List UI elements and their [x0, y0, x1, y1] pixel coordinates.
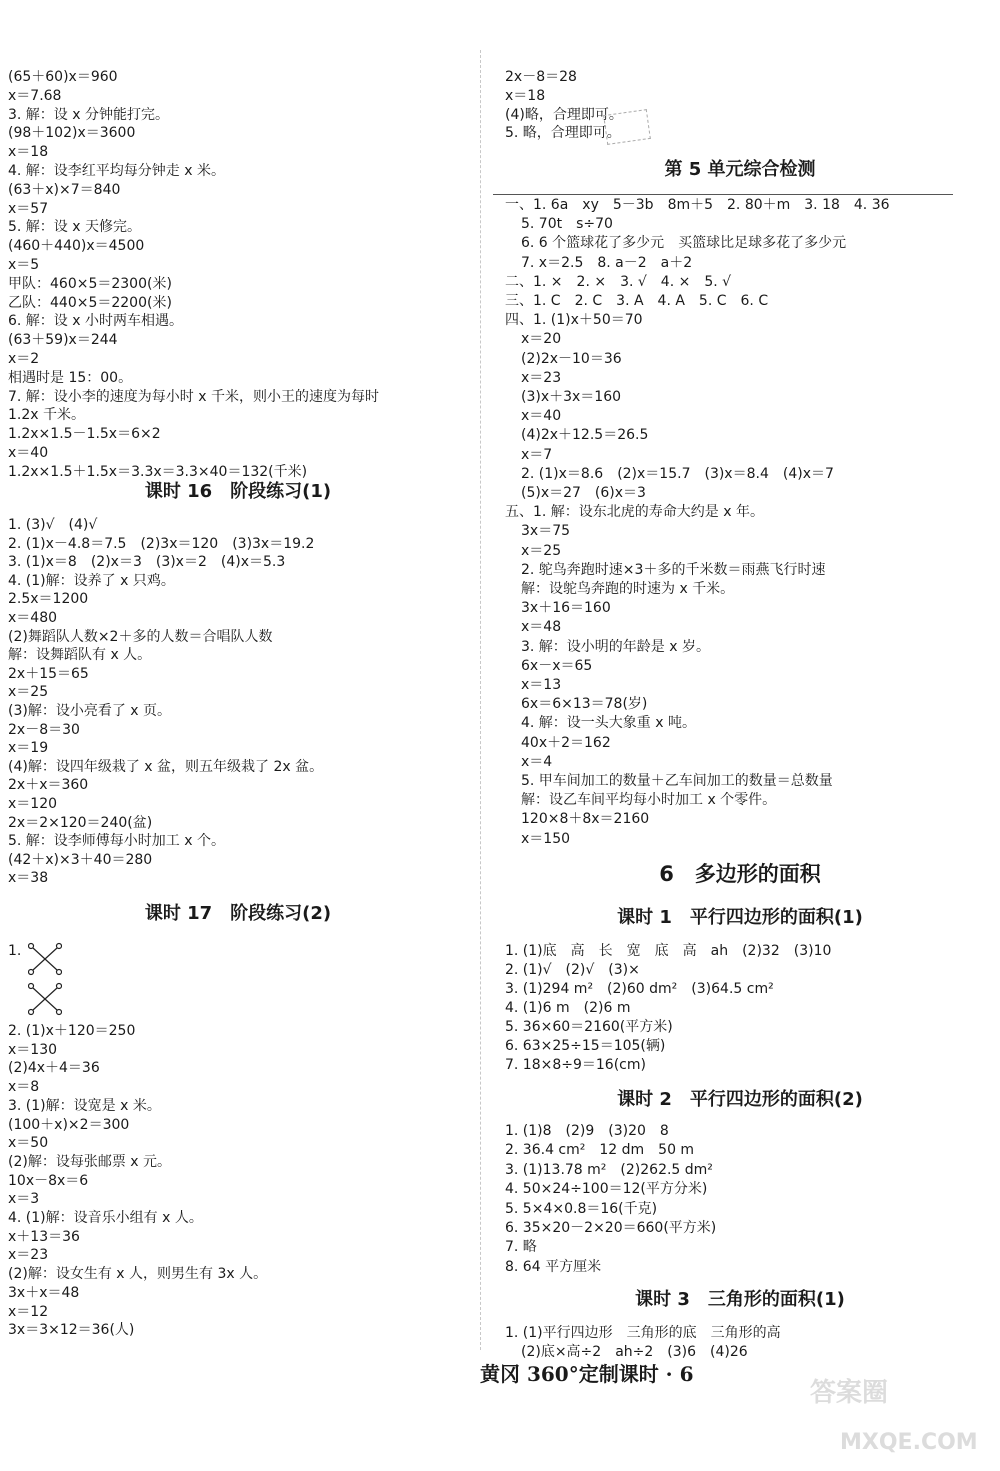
answer-line: x＝23 [8, 1247, 49, 1264]
answer-line: x＝50 [8, 1135, 49, 1152]
answer-line: 5. 解：设李师傅每小时加工 x 个。 [8, 833, 225, 850]
section-heading-lesson-2: 课时 2 平行四边形的面积(2) [617, 1089, 863, 1110]
answer-line: x＝150 [521, 830, 571, 847]
answer-line: 6x＝6×13＝78(岁) [521, 696, 648, 713]
answer-line: x＝18 [505, 87, 546, 104]
answer-line: 解：设舞蹈队有 x 人。 [8, 647, 152, 664]
answer-line: 4. (1)6 m (2)6 m [505, 1000, 631, 1016]
matching-diagram [28, 942, 62, 1016]
answer-line: 5. 36×60＝2160(平方米) [505, 1019, 673, 1035]
answer-line: 5. 甲车间加工的数量＋乙车间加工的数量＝总数量 [521, 773, 833, 789]
answer-line: (2)解：设女生有 x 人，则男生有 3x 人。 [8, 1266, 268, 1283]
answer-line: (2)解：设每张邮票 x 元。 [8, 1153, 172, 1170]
answer-line: 3. 解：设小明的年龄是 x 岁。 [521, 638, 710, 655]
answer-line: 5. 70t s÷70 [521, 216, 613, 233]
answer-line: 3x＝3×12＝36(人) [8, 1322, 135, 1339]
answer-line: 40x＋2＝162 [521, 734, 611, 751]
answer-line: (2)4x＋4＝36 [8, 1060, 100, 1077]
answer-line: x＝5 [8, 257, 40, 273]
answer-line: 3. (1)解：设宽是 x 米。 [8, 1097, 161, 1114]
page-footer: 黄冈 360°定制课时 · 6 [480, 1362, 694, 1386]
answer-line: 2.5x＝1200 [8, 591, 89, 608]
answer-line: 1. (1)平行四边形 三角形的底 三角形的高 [505, 1325, 781, 1341]
answer-line: x＝20 [521, 331, 562, 348]
header-rule [493, 194, 953, 195]
answer-line: (2)2x－10＝36 [521, 350, 622, 367]
answer-line: 乙队：440×5＝2200(米) [8, 294, 172, 311]
answer-line: 1. [8, 943, 22, 959]
answer-line: (100＋x)×2＝300 [8, 1116, 130, 1133]
answer-line: 6x－x＝65 [521, 657, 593, 674]
answer-line: x＝48 [521, 619, 562, 636]
answer-line: 四、1. (1)x＋50＝70 [505, 312, 643, 329]
stamp-mark [603, 109, 651, 145]
answer-line: 6. 63×25÷15＝105(辆) [505, 1038, 666, 1054]
answer-line: x＝18 [8, 144, 49, 161]
answer-line: 2. 鸵鸟奔跑时速×3＋多的千米数＝雨燕飞行时速 [521, 561, 826, 578]
answer-line: 3x＝75 [521, 523, 571, 540]
answer-line: x＝480 [8, 610, 58, 626]
answer-line: x＝57 [8, 200, 49, 217]
answer-line: (3)解：设小亮看了 x 页。 [8, 703, 172, 719]
watermark-logo: 答案圈 [810, 1378, 889, 1408]
answer-line: 2. 36.4 cm² 12 dm 50 m [505, 1142, 695, 1159]
answer-line: 2x－8＝28 [505, 69, 577, 85]
answer-line: 1.2x×1.5－1.5x＝6×2 [8, 426, 161, 443]
answer-line: 5. 略，合理即可。 [505, 125, 621, 142]
answer-line: 4. 50×24÷100＝12(平方分米) [505, 1181, 708, 1198]
answer-line: 4. 解：设李红平均每分钟走 x 米。 [8, 163, 225, 179]
answer-line: 3. 解：设 x 分钟能打完。 [8, 106, 169, 123]
answer-line: 甲队：460×5＝2300(米) [8, 275, 172, 292]
section-heading-lesson-1: 课时 1 平行四边形的面积(1) [617, 907, 863, 928]
answer-line: (63＋x)×7＝840 [8, 181, 121, 198]
answer-line: x＝25 [8, 684, 49, 701]
answer-line: x＝4 [521, 753, 553, 770]
answer-line: 相遇时是 15：00。 [8, 369, 133, 386]
answer-line: x＝130 [8, 1041, 58, 1058]
answer-line: 10x－8x＝6 [8, 1172, 89, 1189]
answer-line: 2x－8＝30 [8, 721, 80, 738]
answer-line: x＝25 [521, 542, 562, 559]
answer-line: (63＋59)x＝244 [8, 332, 118, 349]
answer-line: x＝120 [8, 796, 58, 812]
answer-line: 3. (1)294 m² (2)60 dm² (3)64.5 cm² [505, 981, 774, 997]
answer-line: (98＋102)x＝3600 [8, 125, 136, 142]
answer-line: 1. (1)8 (2)9 (3)20 8 [505, 1123, 669, 1139]
answer-line: 解：设鸵鸟奔跑的时速为 x 千米。 [521, 581, 735, 597]
section-heading-lesson-16: 课时 16 阶段练习(1) [144, 481, 332, 502]
answer-line: 解：设乙车间平均每小时加工 x 个零件。 [521, 792, 777, 809]
watermark-url: MXQE.COM [840, 1430, 978, 1455]
answer-line: 3. (1)13.78 m² (2)262.5 dm² [505, 1161, 713, 1178]
answer-line: (3)x＋3x＝160 [521, 389, 622, 405]
answer-line: 6. 35×20－2×20＝660(平方米) [505, 1220, 717, 1236]
answer-line: 1.2x×1.5＋1.5x＝3.3x＝3.3×40＝132(千米) [8, 463, 308, 480]
answer-line: (2)舞蹈队人数×2＋多的人数＝合唱队人数 [8, 628, 273, 645]
answer-line: x＝7 [521, 446, 553, 463]
answer-line: 5. 解：设 x 天修完。 [8, 219, 141, 236]
answer-line: x＝3 [8, 1191, 40, 1208]
answer-line: x＝40 [521, 408, 562, 425]
answer-line: (4)略，合理即可。 [505, 106, 623, 123]
answer-line: 7. x＝2.5 8. a－2 a＋2 [521, 254, 693, 271]
answer-line: (2)底×高÷2 ah÷2 (3)6 (4)26 [521, 1344, 748, 1360]
answer-line: x＋13＝36 [8, 1228, 80, 1245]
answer-line: 2. (1)x＝8.6 (2)x＝15.7 (3)x＝8.4 (4)x＝7 [521, 465, 834, 482]
answer-line: 1. (3)√ (4)√ [8, 517, 98, 533]
answer-line: 一、1. 6a xy 5－3b 8m＋5 2. 80＋m 3. 18 4. 36 [505, 197, 890, 213]
answer-line: 三、1. C 2. C 3. A 4. A 5. C 6. C [505, 293, 769, 309]
answer-line: x＝23 [521, 369, 562, 386]
section-heading-lesson-3: 课时 3 三角形的面积(1) [635, 1289, 845, 1310]
answer-line: 4. (1)解：设音乐小组有 x 人。 [8, 1210, 203, 1226]
answer-line: x＝8 [8, 1079, 40, 1096]
answer-line: 4. 解：设一头大象重 x 吨。 [521, 715, 696, 732]
chapter-heading-polygon-area: 6 多边形的面积 [659, 862, 821, 886]
answer-line: (42＋x)×3＋40＝280 [8, 851, 153, 868]
answer-line: (4)解：设四年级栽了 x 盆，则五年级栽了 2x 盆。 [8, 758, 324, 775]
answer-line: 7. 18×8÷9＝16(cm) [505, 1057, 646, 1073]
answer-line: x＝13 [521, 677, 562, 693]
answer-line: (5)x＝27 (6)x＝3 [521, 485, 646, 501]
section-heading-unit-5-test: 第 5 单元综合检测 [664, 159, 816, 180]
answer-line: x＝40 [8, 445, 49, 461]
answer-line: 2. (1)x－4.8＝7.5 (2)3x＝120 (3)3x＝19.2 [8, 535, 315, 552]
answer-line: 3x＋x＝48 [8, 1284, 80, 1301]
answer-line: 1. (1)底 高 长 宽 底 高 ah (2)32 (3)10 [505, 943, 832, 959]
answer-line: 2. (1)x＋120＝250 [8, 1023, 136, 1039]
answer-line: 1.2x 千米。 [8, 407, 85, 424]
answer-line: 3x＋16＝160 [521, 600, 611, 617]
answer-line: x＝12 [8, 1303, 49, 1320]
answer-line: 6. 6 个篮球花了多少元 买篮球比足球多花了多少元 [521, 235, 847, 252]
answer-line: (460＋440)x＝4500 [8, 238, 145, 255]
answer-line: (4)2x＋12.5＝26.5 [521, 427, 649, 444]
answer-line: 3. (1)x＝8 (2)x＝3 (3)x＝2 (4)x＝5.3 [8, 554, 286, 571]
answer-line: 8. 64 平方厘米 [505, 1258, 602, 1275]
answer-line: 二、1. × 2. × 3. √ 4. × 5. √ [505, 273, 732, 290]
answer-line: 五、1. 解：设东北虎的寿命大约是 x 年。 [505, 504, 764, 521]
section-heading-lesson-17: 课时 17 阶段练习(2) [144, 903, 332, 924]
answer-line: x＝2 [8, 351, 40, 367]
column-divider [480, 50, 481, 1350]
answer-line: 5. 5×4×0.8＝16(千克) [505, 1200, 658, 1217]
answer-line: 2x＋x＝360 [8, 777, 89, 794]
answer-line: 7. 解：设小李的速度为每小时 x 千米，则小王的速度为每时 [8, 388, 379, 405]
answer-line: (65＋60)x＝960 [8, 69, 118, 85]
answer-line: 2. (1)√ (2)√ (3)× [505, 962, 640, 978]
answer-line: 4. (1)解：设养了 x 只鸡。 [8, 572, 175, 589]
answer-line: x＝7.68 [8, 87, 62, 104]
answer-line: 2x＋15＝65 [8, 665, 89, 682]
answer-line: x＝38 [8, 870, 49, 887]
answer-line: 120×8＋8x＝2160 [521, 811, 650, 828]
answer-line: 7. 略 [505, 1239, 537, 1256]
answer-line: 2x＝2×120＝240(盆) [8, 814, 153, 831]
answer-line: 6. 解：设 x 小时两车相遇。 [8, 313, 183, 330]
answer-line: x＝19 [8, 740, 49, 757]
